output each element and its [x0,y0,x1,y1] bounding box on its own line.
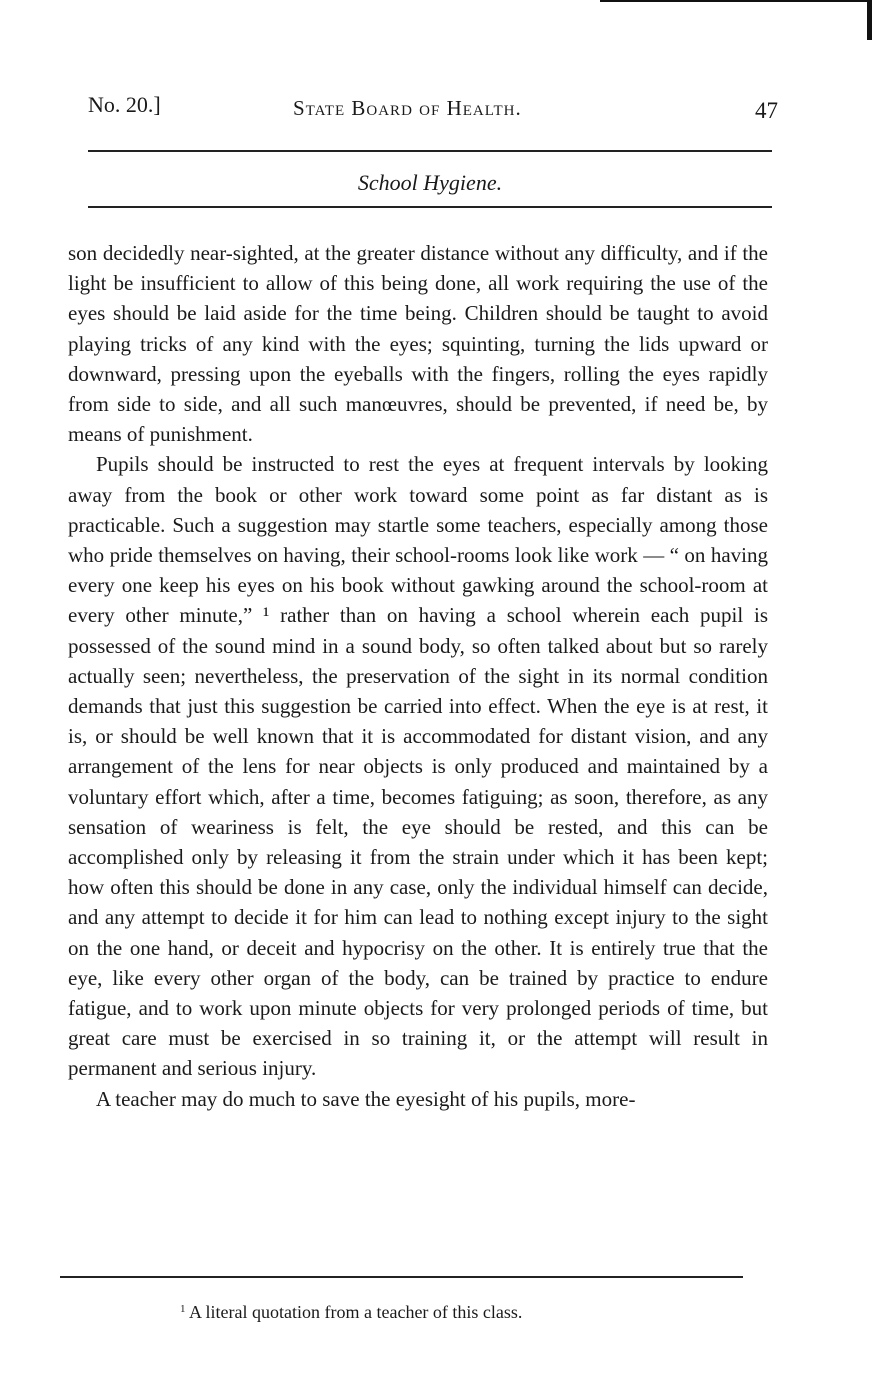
paragraph-teacher: A teacher may do much to save the eyesight of his pupils, more- [96,1086,636,1111]
publication-title: State Board of Health. [293,96,522,120]
paragraph-rest-eyes: Pupils should be instructed to rest the eyes at frequent intervals by looking away from the book or other work toward some point as far distant as is practicable. Such a suggestion may startle some teachers, especially among those who pride themselves on having, their school-rooms look like work — “ on having every one keep his eyes on his book without gawking around the school-room at every other minute,” ¹ rather than on having a school wherein each pupil is possessed of the sound mind in a sound body, so often talked about but so rarely actually seen; nevertheless, the preservation of the sight in its normal condition demands that just this suggestion be carried into effect. When the eye is at rest, it is, or should be well known that it is accommodated for distant vision, and any arrangement of the lens for near objects is only produced and maintained by a voluntary effort which, after a time, becomes fatiguing; as soon, therefore, as any sensation of weariness is felt, the eye should be rested, and this can be accomplished only by releasing it from the strain under which it has been kept; how often this should be done in any case, only the individual himself can decide, and any attempt to decide it for him can lead to nothing except injury to the sight on the one hand, or deceit and hypocrisy on the other. It is entirely true that the eye, like every other organ of the body, can be trained by practice to endure fatigue, and to work upon minute objects for very prolonged periods of time, but great care must be exercised in so training it, or the attempt will result in permanent and serious injury. [68,452,768,1081]
paragraph-continued: son decidedly near-sighted, at the greater distance without any difficulty, and if the light be insufficient to allow of this being done, all work requiring the use of the eyes should be laid aside for the time being. Children should be taught to avoid playing tricks of any kind with the eyes; squinting, turning the lids upward or downward, pressing upon the eyeballs with the fingers, rolling the eyes rapidly from side to side, and all such manœuvres, should be prevented, if need be, by means of punishment. [68,241,768,447]
footnote-text: A literal quotation from a teacher of this class. [189,1302,523,1322]
header-rule-top [88,150,772,152]
scan-edge-line [600,0,872,2]
page-number: 47 [755,98,778,123]
footnote [180,1302,700,1323]
document-number: No. 20.] [88,92,161,117]
header-rule-bottom [88,206,772,208]
running-head [88,92,778,128]
footnote-rule [60,1276,743,1278]
section-title: School Hygiene. [357,170,503,195]
footnote-marker: 1 [180,1303,186,1315]
scan-edge-corner [867,0,872,40]
body-text [68,238,768,1114]
